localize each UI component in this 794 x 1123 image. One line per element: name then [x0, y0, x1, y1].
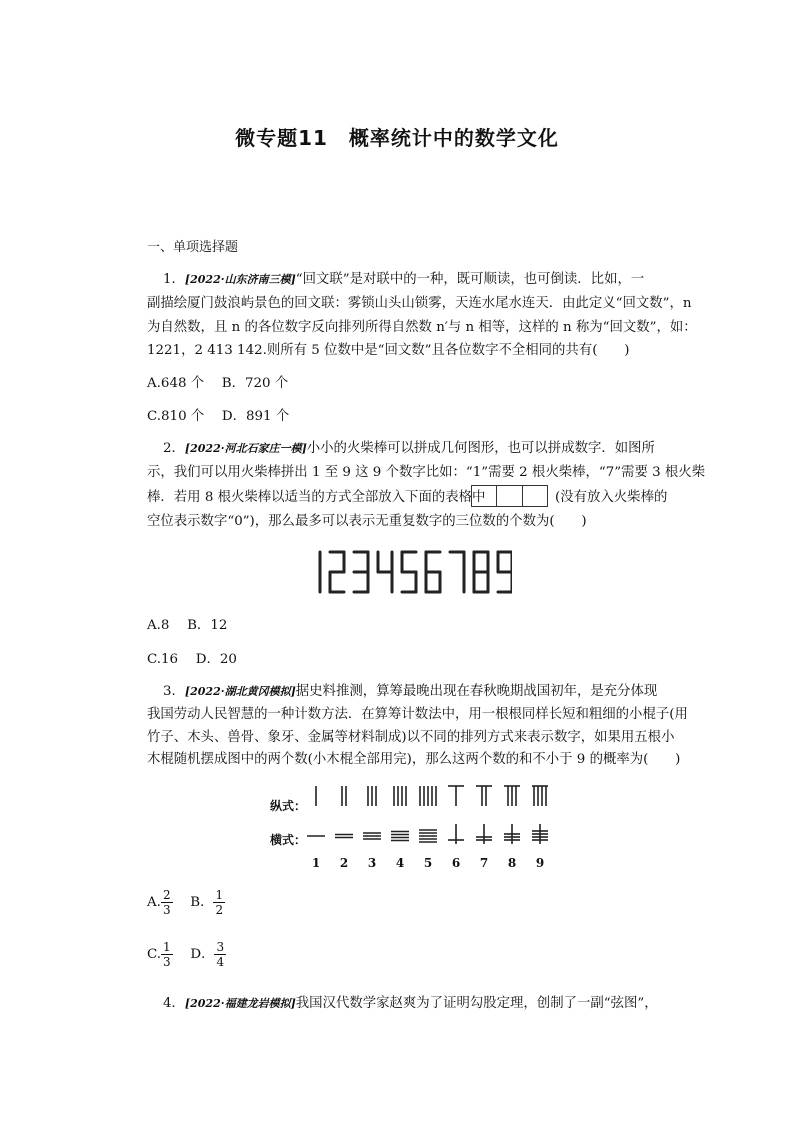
q1-line3: 为自然数，且 n 的各位数字反向排列所得自然数 n′与 n 相等，这样的 n 称为“回文数”，如：	[147, 320, 697, 335]
rod-number: 2	[339, 856, 349, 870]
cell	[523, 485, 548, 507]
denominator: 4	[216, 955, 225, 969]
denominator: 2	[215, 903, 224, 917]
q3-optC-fraction	[161, 940, 173, 969]
q1-line2: 副描绘厦门鼓浪屿景色的回文联：雾锁山头山锁雾，天连水尾水连天．由此定义“回文数”，n	[147, 296, 692, 311]
rod-number: 8	[507, 856, 517, 870]
q2-number: 2．	[163, 441, 185, 456]
rod-number: 5	[423, 856, 433, 870]
q3-optD-label: D．	[190, 947, 215, 962]
q4-source: [2022·福建龙岩模拟]	[184, 997, 296, 1010]
q2-options-ab: A.8 B．12	[147, 618, 228, 633]
rod-number: 6	[451, 856, 461, 870]
q3-options-cd	[147, 940, 226, 969]
matchstick-digit-5	[402, 552, 416, 592]
horizontal-style-label: 横式：	[270, 833, 307, 847]
matchstick-digit-9	[498, 552, 512, 592]
three-cell-table	[471, 485, 548, 507]
section-heading: 一、单项选择题	[147, 240, 239, 255]
page-title: 微专题11 概率统计中的数学文化	[235, 126, 559, 150]
rod-number: 9	[535, 856, 545, 870]
q1-line4: 1221，2 413 142.则所有 5 位数中是“回文数”且各位数字不全相同的共有( )	[147, 343, 630, 358]
q2-line4: 空位表示数字“0”)，那么最多可以表示无重复数字的三位数的个数为( )	[147, 514, 587, 529]
q1-number: 1．	[163, 272, 185, 287]
q3-line4: 木棍随机摆成图中的两个数(小木棍全部用完)，那么这两个数的和不小于 9 的概率为( )	[147, 752, 681, 767]
cell	[471, 485, 497, 507]
matchstick-digits-figure	[300, 548, 512, 600]
matchstick-digit-6	[426, 552, 440, 592]
q3-optB-fraction	[213, 888, 225, 917]
q3-optB-label: B．	[190, 895, 214, 910]
q3-optD-fraction	[214, 940, 226, 969]
matchstick-digit-8	[474, 552, 488, 592]
q3-line1	[163, 682, 657, 702]
q2-line3b: (没有放入火柴棒的	[555, 490, 668, 505]
rod-number: 4	[395, 856, 405, 870]
q1-text1: “回文联”是对联中的一种，既可顺读，也可倒读．比如，一	[295, 272, 645, 287]
q2-line2: 示，我们可以用火柴棒拼出 1 至 9 这 9 个数字比如：“1”需要 2 根火柴棒，“7”需要 3 根火柴	[147, 465, 706, 480]
q1-options-ab: A.648 个 B．720 个	[147, 376, 289, 391]
cell	[497, 485, 522, 507]
matchstick-digit-7	[450, 552, 464, 592]
matchstick-digit-4	[378, 552, 392, 592]
q3-optC-label: C.	[147, 947, 162, 962]
denominator: 3	[162, 903, 171, 917]
rod-number: 1	[311, 856, 321, 870]
q2-line1	[163, 439, 655, 459]
numerator: 1	[215, 888, 224, 902]
q3-line3: 竹子、木头、兽骨、象牙、金属等材料制成)以不同的排列方式来表示数字，如果用五根小	[147, 730, 675, 745]
q2-text1: 小小的火柴棒可以拼成几何图形，也可以拼成数字．如图所	[306, 441, 655, 456]
q1-line1	[163, 270, 644, 290]
q2-options-cd: C.16 D．20	[147, 652, 237, 667]
q3-text1: 据史料推测，算筹最晚出现在春秋晚期战国初年，是充分体现	[295, 684, 658, 699]
q3-line2: 我国劳动人民智慧的一种计数方法．在算筹计数法中，用一根根同样长短和粗细的小棍子(用	[147, 707, 688, 722]
q1-options-cd: C.810 个 D．891 个	[147, 409, 290, 424]
q3-source: [2022·湖北黄冈模拟]	[184, 685, 296, 698]
q4-line1	[163, 994, 658, 1014]
q4-number: 4．	[163, 996, 185, 1011]
q3-number: 3．	[163, 684, 185, 699]
q4-text1: 我国汉代数学家赵爽为了证明勾股定理，创制了一副“弦图”，	[295, 996, 658, 1011]
matchstick-digit-3	[354, 552, 368, 592]
q2-line3a: 棒．若用 8 根火柴棒以适当的方式全部放入下面的表格中	[147, 490, 486, 505]
numerator: 3	[216, 940, 225, 954]
numerator: 1	[163, 940, 171, 954]
rod-number: 7	[479, 856, 489, 870]
q2-source: [2022·河北石家庄一模]	[184, 442, 307, 455]
q3-optA-label: A.	[147, 895, 161, 910]
matchstick-digit-2	[330, 552, 344, 592]
numerator: 2	[162, 888, 171, 902]
denominator: 3	[163, 955, 171, 969]
counting-rods-numbers	[306, 856, 550, 870]
counting-rods-figure	[300, 782, 560, 852]
q3-optA-fraction	[161, 888, 173, 917]
vertical-style-label: 纵式：	[270, 799, 307, 813]
q3-options-ab	[147, 888, 225, 917]
rod-number: 3	[367, 856, 377, 870]
q1-source: [2022·山东济南三模]	[184, 273, 296, 286]
